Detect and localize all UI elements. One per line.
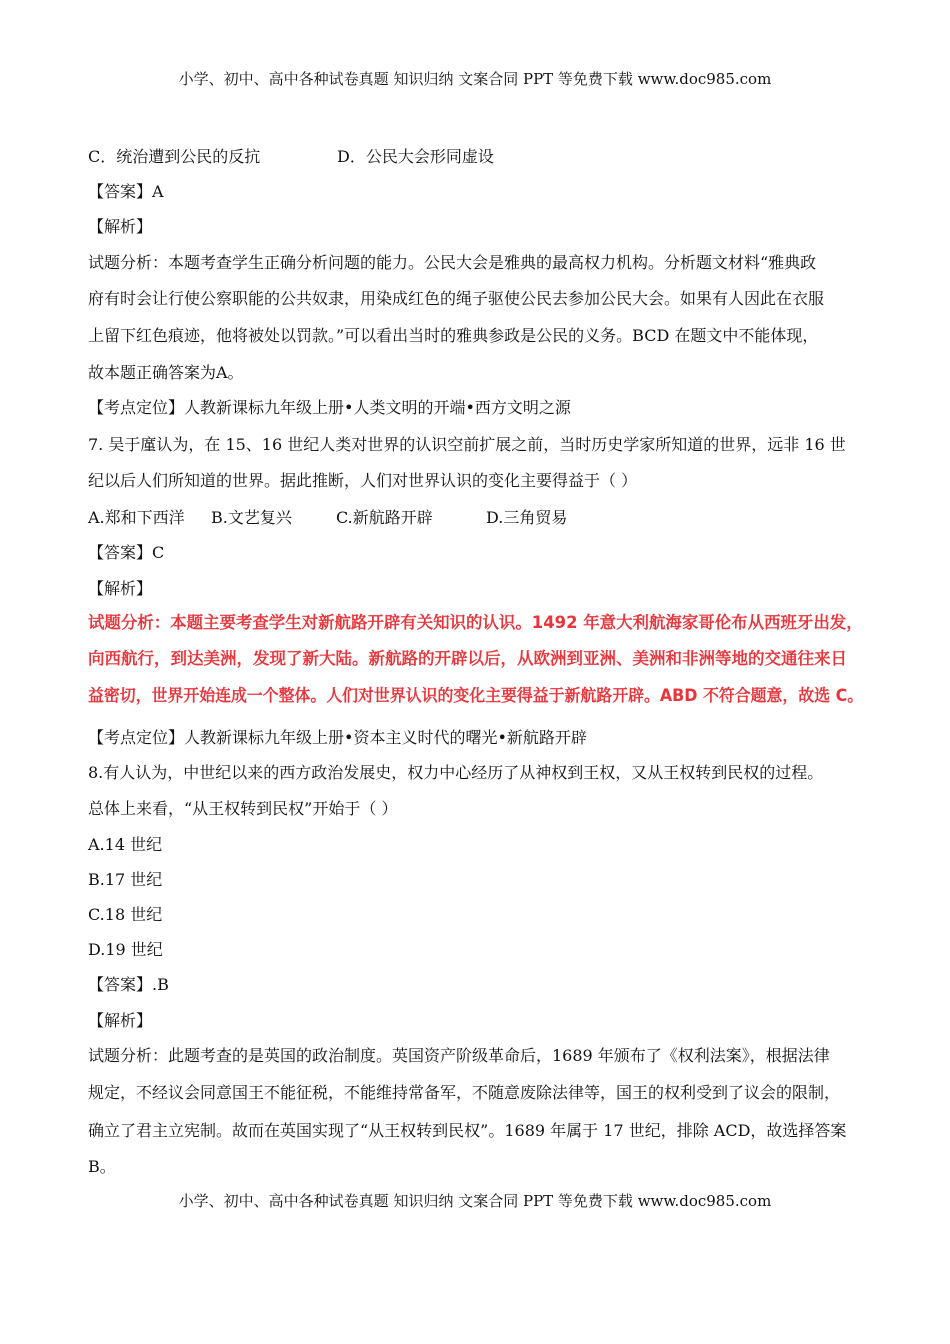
- q8-answer: 【答案】.B: [88, 975, 169, 994]
- q6-analysis-line: 故本题正确答案为A。: [88, 363, 244, 382]
- q8-option-a: A.14 世纪: [88, 835, 163, 854]
- q8-stem-line: 总体上来看，“从王权转到民权”开始于（ ）: [88, 799, 398, 818]
- q7-answer: 【答案】C: [88, 543, 165, 562]
- q7-option-d: D.三角贸易: [486, 508, 568, 527]
- page-header: 小学、初中、高中各种试卷真题 知识归纳 文案合同 PPT 等免费下载 www.doc985.com: [178, 70, 772, 88]
- q8-option-d: D.19 世纪: [88, 940, 163, 959]
- q7-analysis-line: 向西航行，到达美洲，发现了新大陆。新航路的开辟以后，从欧洲到亚洲、美洲和非洲等地的交通往来日: [88, 649, 847, 668]
- q6-analysis-line: 上留下红色痕迹，他将被处以罚款。”可以看出当时的雅典参政是公民的义务。BCD 在题文中不能体现，: [88, 326, 819, 345]
- q7-analysis-line: 试题分析：本题主要考查学生对新航路开辟有关知识的认识。1492 年意大利航海家哥伦布从西班牙出发，: [88, 613, 863, 632]
- q8-option-b: B.17 世纪: [88, 870, 163, 889]
- q7-analysis-label: 【解析】: [88, 579, 153, 598]
- q6-option-d: D．公民大会形同虚设: [337, 147, 494, 166]
- q8-option-c: C.18 世纪: [88, 905, 163, 924]
- q8-stem-line: 8.有人认为，中世纪以来的西方政治发展史，权力中心经历了从神权到王权，又从王权转到民权的过程。: [88, 763, 824, 782]
- q6-analysis-line: 试题分析：本题考查学生正确分析问题的能力。公民大会是雅典的最高权力机构。分析题文材料“雅典政: [88, 253, 817, 272]
- q7-stem-line: 7. 吴于廑认为，在 15、16 世纪人类对世界的认识空前扩展之前，当时历史学家所知道的世界，远非 16 世: [88, 435, 846, 454]
- q6-kaodian: 【考点定位】人教新课标九年级上册•人类文明的开端•西方文明之源: [88, 398, 571, 417]
- q6-analysis-line: 府有时会让行使公察职能的公共奴隶，用染成红色的绳子驱使公民去参加公民大会。如果有人因此在衣服: [88, 289, 825, 308]
- q8-analysis-line: 试题分析：此题考查的是英国的政治制度。英国资产阶级革命后，1689 年颁布了《权利法案》，根据法律: [88, 1046, 830, 1065]
- q7-stem-line: 纪以后人们所知道的世界。据此推断，人们对世界认识的变化主要得益于（ ）: [88, 471, 638, 490]
- q6-answer: 【答案】A: [88, 182, 164, 201]
- q8-analysis-label: 【解析】: [88, 1011, 153, 1030]
- q7-kaodian: 【考点定位】人教新课标九年级上册•资本主义时代的曙光•新航路开辟: [88, 728, 587, 747]
- q7-option-a: A.郑和下西洋: [88, 508, 185, 527]
- page-footer: 小学、初中、高中各种试卷真题 知识归纳 文案合同 PPT 等免费下载 www.doc985.com: [178, 1192, 772, 1210]
- q6-analysis-label: 【解析】: [88, 217, 153, 236]
- q7-option-c: C.新航路开辟: [336, 508, 433, 527]
- q7-analysis-line: 益密切，世界开始连成一个整体。人们对世界认识的变化主要得益于新航路开辟。ABD 不符合题意，故选 C。: [88, 686, 864, 705]
- q8-analysis-line: 规定，不经议会同意国王不能征税，不能维持常备军，不随意废除法律等，国王的权利受到了议会的限制，: [88, 1083, 841, 1102]
- q8-analysis-line: B。: [88, 1157, 116, 1176]
- q7-option-b: B.文艺复兴: [211, 508, 292, 527]
- q6-option-c: C．统治遭到公民的反抗: [88, 147, 261, 166]
- q8-analysis-line: 确立了君主立宪制。故而在英国实现了“从王权转到民权”。1689 年属于 17 世纪，排除 ACD，故选择答案: [88, 1121, 847, 1140]
